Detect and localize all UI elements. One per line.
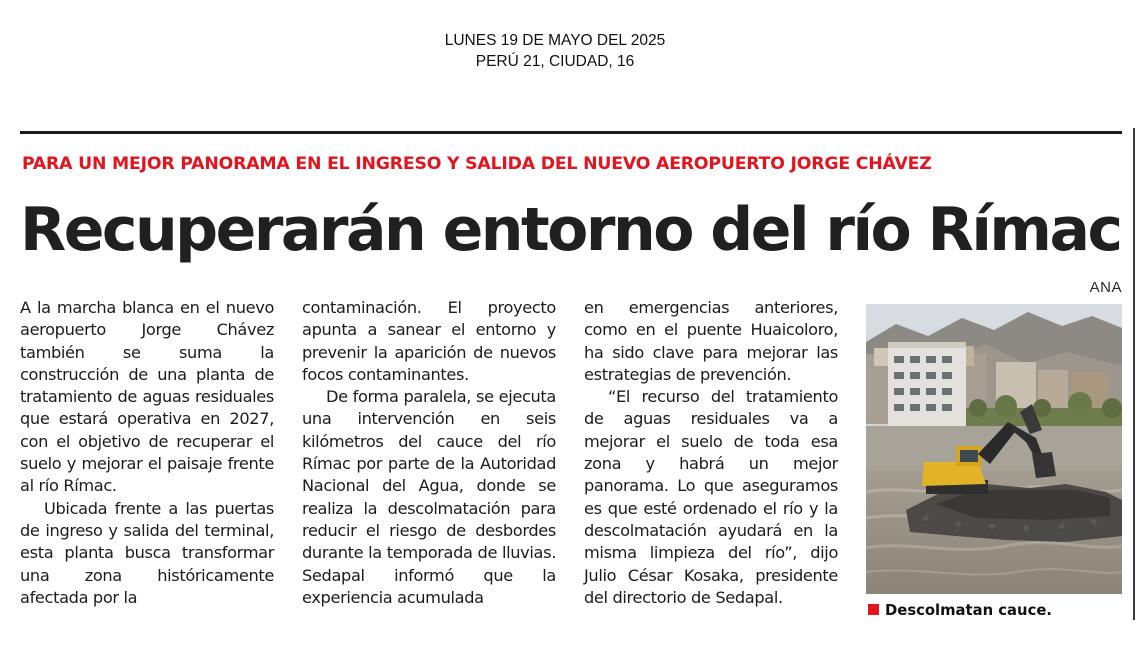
- paragraph-2-continued: contaminación. El proyecto apunta a sanear el entorno y prevenir la aparición de nuevos focos contaminantes.: [302, 298, 556, 384]
- paragraph-3-continued: en emergencias anteriores, como en el puente Huaicoloro, ha sido clave para mejorar las estrategias de prevención.: [584, 298, 838, 384]
- text-column-3: [584, 297, 838, 609]
- text-column-1: [20, 297, 274, 609]
- paragraph-1: A la marcha blanca en el nuevo aeropuerto Jorge Chávez también se suma la construcción de una planta de tratamiento de aguas residuales que estará operativa en 2027, con el objetivo de recuperar el suelo y mejorar el paisaje frente al río Rímac.: [20, 298, 274, 496]
- paragraph-quote: “El recurso del tratamiento de aguas residuales va a mejorar el suelo de toda esa zona y habrá un mejor panorama. Lo que aseguramos es que esté ordenado el río y la descolmatación ayudará en la misma limpieza del río”, dijo Julio César Kosaka, presidente del directorio de Sedapal.: [584, 387, 838, 607]
- caption-text: Descolmatan cauce.: [885, 602, 1052, 619]
- headline: Recuperarán entorno del río Rímac: [20, 195, 1121, 265]
- top-rule: [20, 131, 1122, 134]
- caption-marker: [868, 604, 879, 615]
- photo-caption: [868, 602, 1052, 619]
- text-column-2: [302, 297, 556, 609]
- dateline: [0, 30, 1110, 72]
- paragraph-3: De forma paralela, se ejecuta una intervención en seis kilómetros del cauce del río Rímac por parte de la Autoridad Nacional del Agua, donde se realiza la descolmatación para reducir el riesgo de desbordes durante la temporada de lluvias. Sedapal informó que la experiencia acumulada: [302, 387, 556, 607]
- river-excavator-photo: [866, 304, 1122, 594]
- issue-date: LUNES 19 DE MAYO DEL 2025: [444, 32, 666, 49]
- paragraph-2: Ubicada frente a las puertas de ingreso y salida del terminal, esta planta busca transformar una zona históricamente afectada por la: [20, 498, 274, 607]
- photo-credit: ANA: [1089, 279, 1122, 296]
- column-border: [1133, 128, 1135, 620]
- kicker: PARA UN MEJOR PANORAMA EN EL INGRESO Y SALIDA DEL NUEVO AEROPUERTO JORGE CHÁVEZ: [22, 154, 932, 174]
- page-reference: PERÚ 21, CIUDAD, 16: [475, 53, 635, 70]
